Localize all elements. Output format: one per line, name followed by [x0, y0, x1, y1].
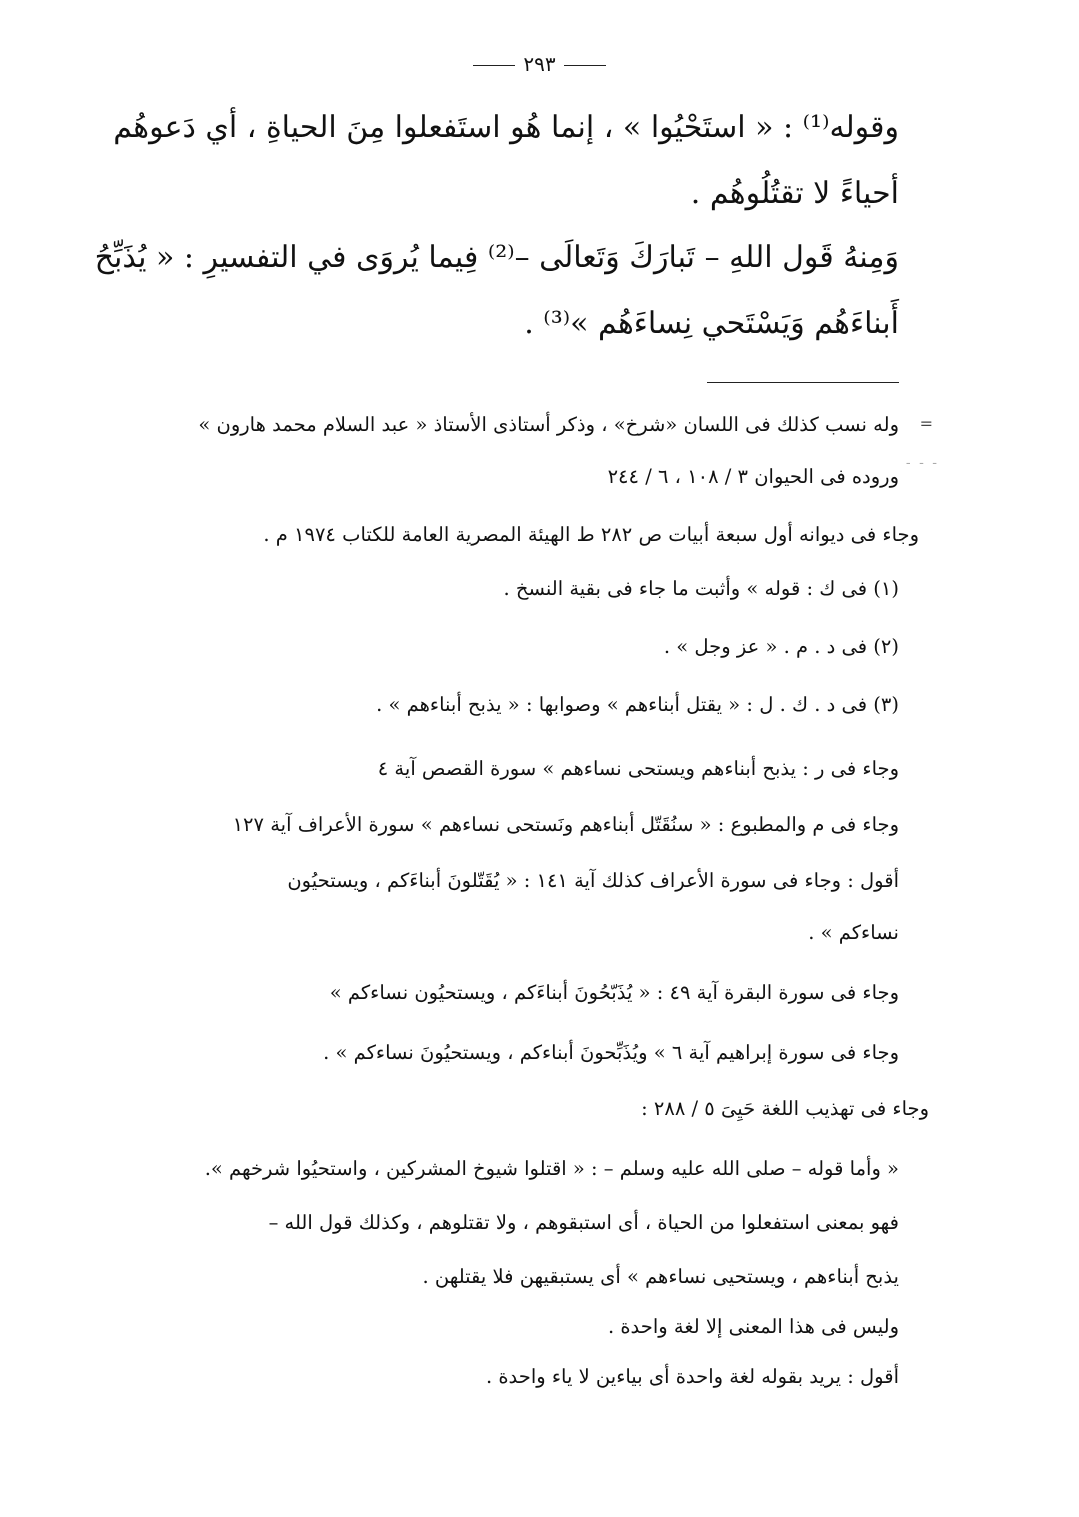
footnote-divider	[707, 382, 899, 383]
note-line: أقول : وجاء فى سورة الأعراف كذلك آية ١٤١ : « يُقَتّلونَ أبناءَكم ، ويستحيُون	[287, 869, 899, 892]
page-number-right-dash	[564, 65, 606, 66]
quote-line: « وأما قوله – صلى الله عليه وسلم – : « اقتلوا شيوخ المشركين ، واستحيُوا شرخهم ».	[204, 1157, 899, 1180]
note-line: وجاء فى م والمطبوع : « سنُقَتّل أبناءهم ونَستحى نساءهم » سورة الأعراف آية ١٢٧	[232, 813, 899, 836]
footnote-3: (٣) فى د . ك . ل : « يقتل أبناءهم » وصوابها : « يذبح أبناءهم » .	[376, 693, 899, 716]
note-marker: =	[919, 414, 933, 433]
note-line: نساءكم » .	[808, 921, 899, 944]
note-line: وجاء فى ديوانه أول سبعة أبيات ص ٢٨٢ ط الهيئة المصرية العامة للكتاب ١٩٧٤ م .	[263, 523, 919, 546]
note-line: وجاء فى سورة إبراهيم آية ٦ » ويُذَبِّحونَ أبناءكم ، ويستحيُونَ نساءكم » .	[323, 1041, 899, 1064]
note-line: وله نسب كذلك فى اللسان «شرخ» ، وذكر أستاذى الأستاذ « عبد السلام محمد هارون »	[198, 413, 899, 436]
page-number-left-dash	[473, 65, 515, 66]
page-number-value: ٢٩٣	[523, 52, 556, 76]
quote-line: وليس فى هذا المعنى إلا لغة واحدة .	[607, 1315, 899, 1338]
note-line: وجاء فى سورة البقرة آية ٤٩ : « يُذَبّحُونَ أبناءَكم ، ويستحيُون نساءكم »	[329, 981, 899, 1004]
note-line: وروده فى الحيوان ٣ / ١٠٨ ، ٦ / ٢٤٤	[607, 465, 899, 488]
faint-marks: - - -	[905, 455, 939, 471]
main-text-line: وقوله⁽¹⁾ : « استَحْيُوا » ، إنما هُو استَفعلوا مِنَ الحياةِ ، أي دَعوهُم	[113, 110, 899, 145]
note-line: أقول : يريد بقوله لغة واحدة أى بياءين لا ياء واحدة .	[485, 1365, 899, 1388]
footnote-2: (٢) فى د . م . « عز وجل » .	[663, 635, 899, 658]
main-text-line: أَبناءَهُم وَيَسْتَحي نِساءَهُم »⁽³⁾ .	[524, 306, 899, 341]
main-text-line: أحياءً لا تقتُلُوهُم .	[690, 176, 899, 211]
footnote-1: (١) فى ك : قوله » وأثبت ما جاء فى بقية النسخ .	[503, 577, 899, 600]
quote-line: فهو بمعنى استفعلوا من الحياة ، أى استبقوهم ، ولا تقتلوهم ، وكذلك قول الله –	[268, 1211, 899, 1234]
note-line: وجاء فى ر : يذبح أبناءهم ويستحى نساءهم » سورة القصص آية ٤	[377, 757, 899, 780]
note-line: وجاء فى تهذيب اللغة حَيِىَ ٥ / ٢٨٨ :	[641, 1097, 929, 1120]
main-text-line: وَمِنهُ قَول اللهِ – تَبارَكَ وَتَعالَى –⁽²⁾ فِيما يُروَى في التفسيرِ : « يُذَبِّحُ	[94, 240, 899, 275]
page-number	[0, 52, 1079, 76]
quote-line: يذبح أبناءهم ، ويستحيى نساءهم » أى يستبقيهن فلا يقتلهن .	[422, 1265, 899, 1288]
